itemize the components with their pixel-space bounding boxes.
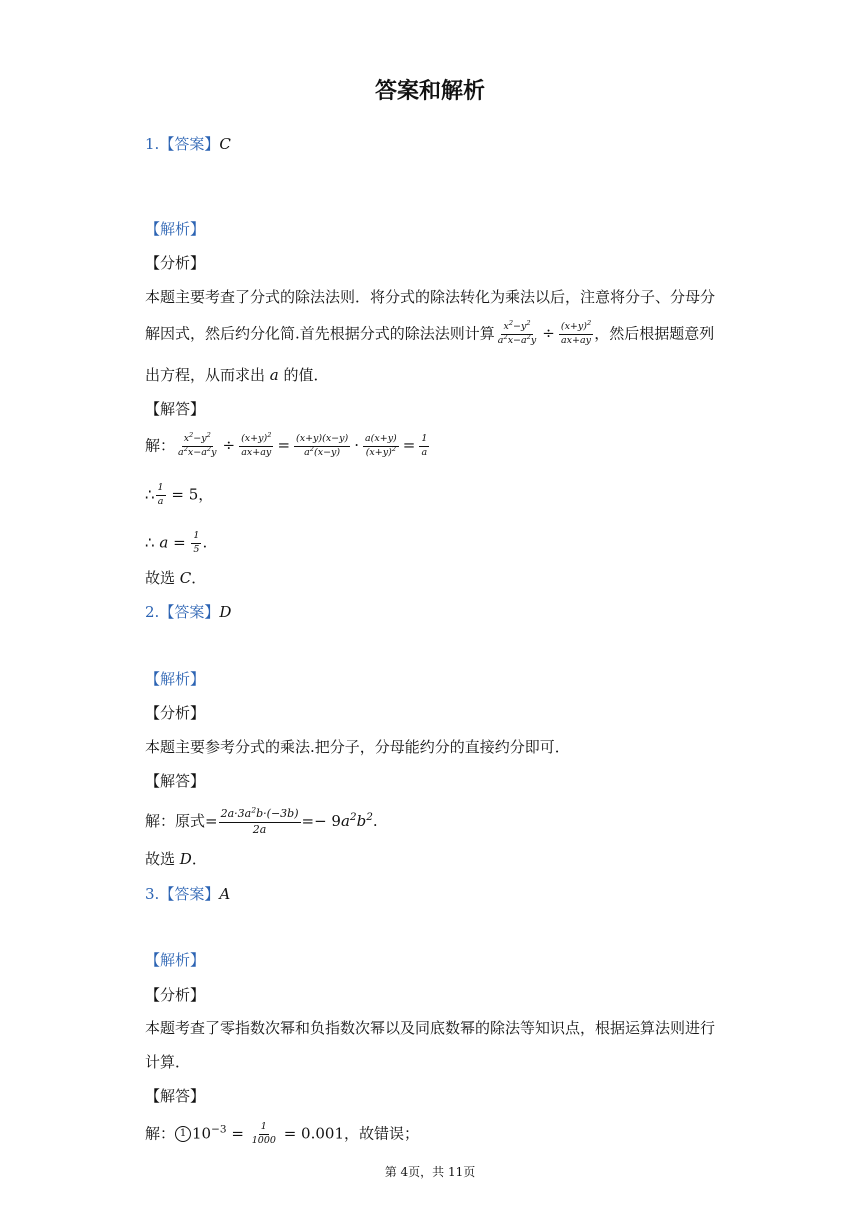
page-title: 答案和解析 [374,79,485,104]
q3-number: 3. [145,885,160,903]
q2-fenxi-tag: 【分析】 [145,704,206,722]
q1-text-2a: 解因式，然后约分化简.首先根据分式的除法法则计算 [145,324,495,343]
q1-step2-frac: $\frac{1}{a}$ [157,482,164,507]
q1-final [145,571,206,586]
q2-final-b: ． [191,850,207,868]
q1-answer-line [145,137,231,152]
q1-step-3 [145,531,207,556]
q1-sol-prefix: 解： [145,436,176,455]
q3-jieda-tag: 【解答】 [145,1087,206,1105]
q3-sol-eq: = [231,1124,244,1143]
q1-text-1: 本题主要考查了分式的除法法则．将分式的除法转化为乘法以后，注意将分子、分母分 [145,288,716,306]
q2-text-1: 本题主要参考分式的乘法.把分子，分母能约分的直接约分即可． [145,738,570,756]
q2-solution: 解：原式= $\frac{2a\cdot 3a^2b\cdot(-3b)}{2a}$ =− $9a^2b^2$. [145,805,378,836]
q2-jieda-tag: 【解答】 [145,772,206,790]
q2-final-var: D [179,850,192,868]
q1-var-a: a [269,366,279,384]
q1-answer: C [219,135,231,153]
q1-step2-text: = 5， [171,485,214,504]
q2-final-a: 故选 [145,850,176,868]
q3-analysis-tag: 【解析】 [145,951,206,969]
page-footer: 第 4页，共 11页 [384,1165,476,1179]
q3-text-2: 计算． [145,1053,191,1071]
q3-answer-line [145,887,230,902]
q3-sol-base: 10 [192,1124,212,1143]
q2-final [145,852,207,867]
q1-final-var: C [179,569,192,587]
q3-solution [145,1122,419,1147]
q1-text-3 [145,368,329,383]
q1-final-b: ． [191,569,207,587]
q1-text-2b: ，然后根据题意列 [594,324,715,343]
q2-sol-a: 解：原式= [145,812,218,831]
q3-sol-a: 解： [145,1124,176,1143]
q1-solution: 解： $\frac{x^2-y^2}{a^2x-a^2y}$ ÷ $\frac{(x+y)^2}{ax+ay}$ = $\frac{(x+y)(x-y)}{a^2(x-y)}$ · $\frac{a(x+y)}{(x+y)^2}$ = $\frac{1}{a}$ [145,430,428,458]
q1-text-3b: 的值． [283,366,329,384]
q1-analysis-tag: 【解析】 [145,220,206,238]
circled-number: 1 [175,1126,191,1142]
q1-text-2 [145,318,715,347]
q1-number: 1. [145,135,160,153]
q1-sol-frac-3: $\frac{(x+y)(x-y)}{a^2(x-y)}$ [296,433,349,458]
q1-step3-eq: = [173,533,186,552]
q2-answer-line [145,605,231,620]
q3-sol-d: = 0.001，故错误； [283,1124,419,1143]
q1-jieda-tag: 【解答】 [145,400,206,418]
q3-sol-frac: $\frac{1}{1000}$ [251,1121,276,1146]
q1-fraction-a: $\frac{x^2-y^2}{a^2x-a^2y}$ [497,318,537,346]
q1-final-a: 故选 [145,569,176,587]
q1-answer-tag: 【答案】 [159,135,220,153]
q1-step3-var: a [159,533,169,552]
q1-sol-frac-1: $\frac{x^2-y^2}{a^2x-a^2y}$ [178,430,217,458]
q1-sol-frac-4: $\frac{a(x+y)}{(x+y)^2}$ [365,433,397,458]
q1-step-2 [145,483,213,508]
q2-sol-frac: $\frac{2a\cdot 3a^2b\cdot(-3b)}{2a}$ [220,805,299,836]
q2-analysis-tag: 【解析】 [145,670,206,688]
q1-sol-frac-2: $\frac{(x+y)^2}{ax+ay}$ [241,430,272,458]
q3-sol-exp: −3 [211,1123,227,1136]
q1-fenxi-tag: 【分析】 [145,254,206,272]
q3-answer: A [219,885,231,903]
therefore-sign: ∴ [145,533,155,552]
q1-sol-frac-5: $\frac{1}{a}$ [421,433,428,458]
q3-text-1: 本题考查了零指数次幂和负指数次幂以及同底数幂的除法等知识点，根据运算法则进行 [145,1019,716,1037]
therefore-sign: ∴ [145,485,155,504]
q3-answer-tag: 【答案】 [159,885,220,903]
divide-sign: ÷ [542,324,555,343]
q1-step3-frac: $\frac{1}{5}$ [193,530,200,555]
q2-answer: D [219,603,232,621]
q1-text-3a: 出方程，从而求出 [145,366,266,384]
q1-step3-end: . [202,533,208,552]
q3-fenxi-tag: 【分析】 [145,986,206,1004]
q1-fraction-b: $\frac{(x+y)^2}{ax+ay}$ [560,318,592,346]
q2-sol-b: =− 9 [301,812,341,831]
q2-number: 2. [145,603,160,621]
q2-answer-tag: 【答案】 [159,603,220,621]
